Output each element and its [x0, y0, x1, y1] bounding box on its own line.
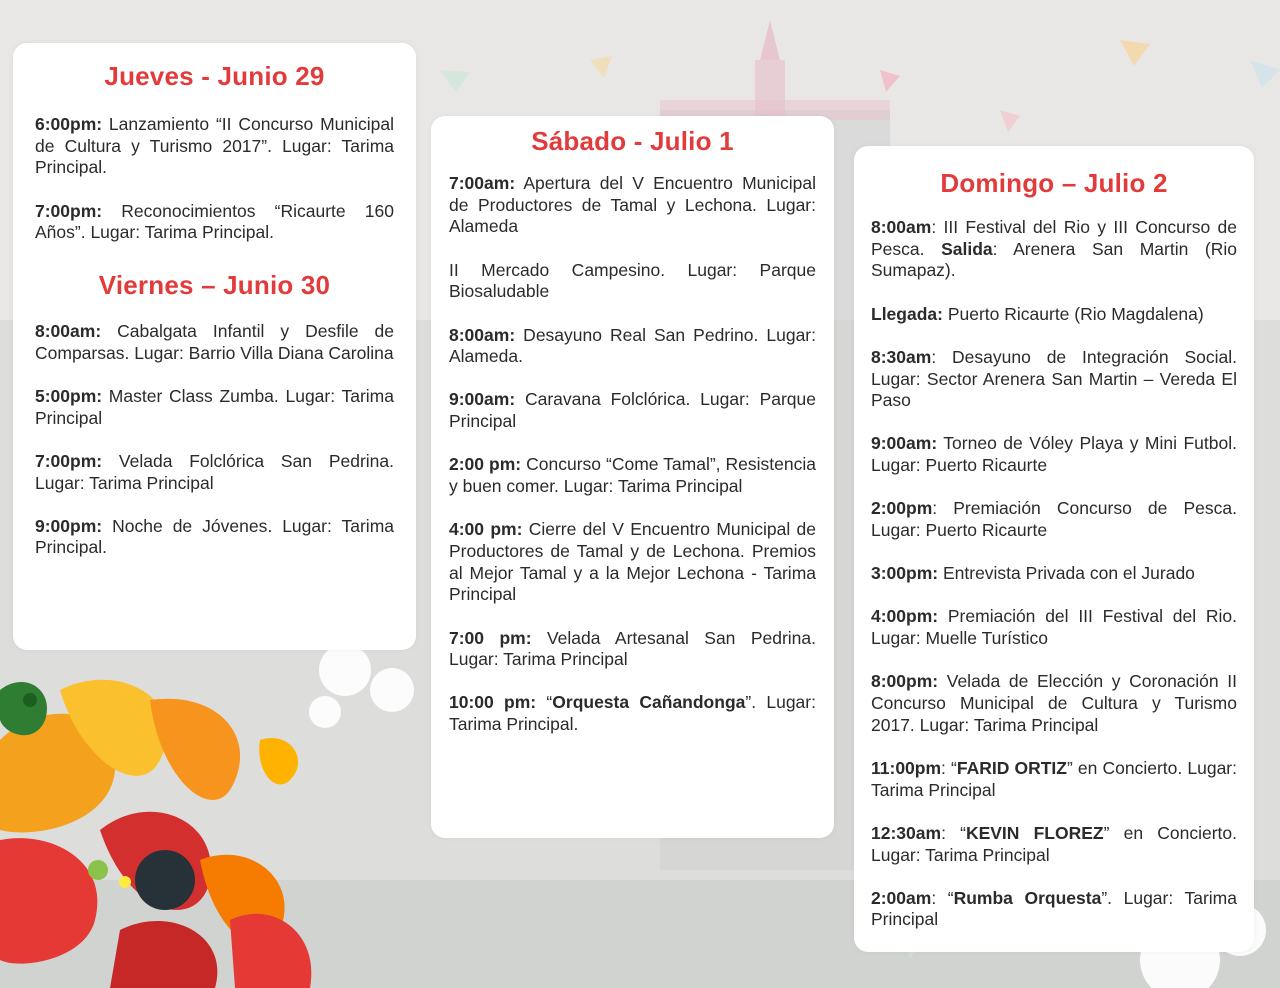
day-title-sabado: Sábado - Julio 1 [531, 126, 734, 156]
event-item: II Mercado Campesino. Lugar: Parque Biosaludable [449, 259, 816, 302]
event-item: 4:00 pm: Cierre del V Encuentro Municipal de Productores de Tamal y de Lechona. Premios al Mejor Tamal y a la Mejor Lechona - Tarima Principal [449, 519, 816, 605]
event-item: 4:00pm: Premiación del III Festival del Rio. Lugar: Muelle Turístico [871, 606, 1237, 649]
day-title-jueves: Jueves - Junio 29 [104, 61, 325, 91]
event-item: 9:00am: Caravana Folclórica. Lugar: Parque Principal [449, 389, 816, 432]
event-item: 11:00pm: “FARID ORTIZ” en Concierto. Lugar: Tarima Principal [871, 757, 1237, 800]
event-item: 7:00pm: Reconocimientos “Ricaurte 160 Años”. Lugar: Tarima Principal. [35, 200, 394, 243]
event-item: 8:00am: Cabalgata Infantil y Desfile de Comparsas. Lugar: Barrio Villa Diana Carolina [35, 321, 394, 363]
event-item: 8:00am: Desayuno Real San Pedrino. Lugar: Alameda. [449, 324, 816, 367]
event-item: 8:00pm: Velada de Elección y Coronación II Concurso Municipal de Cultura y Turismo 2017. Lugar: Tarima Principal [871, 671, 1237, 735]
event-item: 2:00am: “Rumba Orquesta”. Lugar: Tarima Principal [871, 887, 1237, 930]
event-item: 7:00pm: Velada Folclórica San Pedrina. Lugar: Tarima Principal [35, 450, 394, 493]
event-item: 9:00am: Torneo de Vóley Playa y Mini Futbol. Lugar: Puerto Ricaurte [871, 433, 1237, 476]
event-item: 3:00pm: Entrevista Privada con el Jurado [871, 563, 1195, 584]
event-item: 8:30am: Desayuno de Integración Social. Lugar: Sector Arenera San Martin – Vereda El Paso [871, 346, 1237, 411]
schedule-card-sabado [431, 116, 834, 838]
schedule-card-domingo [854, 146, 1254, 952]
event-item: 8:00am: III Festival del Rio y III Concurso de Pesca. Salida: Arenera San Martin (Rio Sumapaz). [871, 217, 1237, 281]
event-item: 12:30am: “KEVIN FLOREZ” en Concierto. Lugar: Tarima Principal [871, 822, 1237, 865]
event-item: 6:00pm: Lanzamiento “II Concurso Municipal de Cultura y Turismo 2017”. Lugar: Tarima Principal. [35, 114, 394, 178]
event-item: 2:00pm: Premiación Concurso de Pesca. Lugar: Puerto Ricaurte [871, 498, 1237, 541]
event-item: 5:00pm: Master Class Zumba. Lugar: Tarima Principal [35, 385, 394, 428]
day-title-domingo: Domingo – Julio 2 [940, 168, 1168, 198]
schedule-card-jueves-viernes [13, 43, 416, 650]
event-item: 7:00am: Apertura del V Encuentro Municipal de Productores de Tamal y Lechona. Lugar: Alameda [449, 173, 816, 237]
event-item: 9:00pm: Noche de Jóvenes. Lugar: Tarima Principal. [35, 515, 394, 558]
event-item: 7:00 pm: Velada Artesanal San Pedrina. Lugar: Tarima Principal [449, 627, 817, 670]
event-item: 10:00 pm: “Orquesta Cañandonga”. Lugar: Tarima Principal. [449, 692, 816, 735]
day-title-viernes: Viernes – Junio 30 [98, 270, 331, 301]
event-item: Llegada: Puerto Ricaurte (Rio Magdalena) [871, 303, 1204, 324]
event-item: 2:00 pm: Concurso “Come Tamal”, Resistencia y buen comer. Lugar: Tarima Principal [449, 454, 816, 497]
